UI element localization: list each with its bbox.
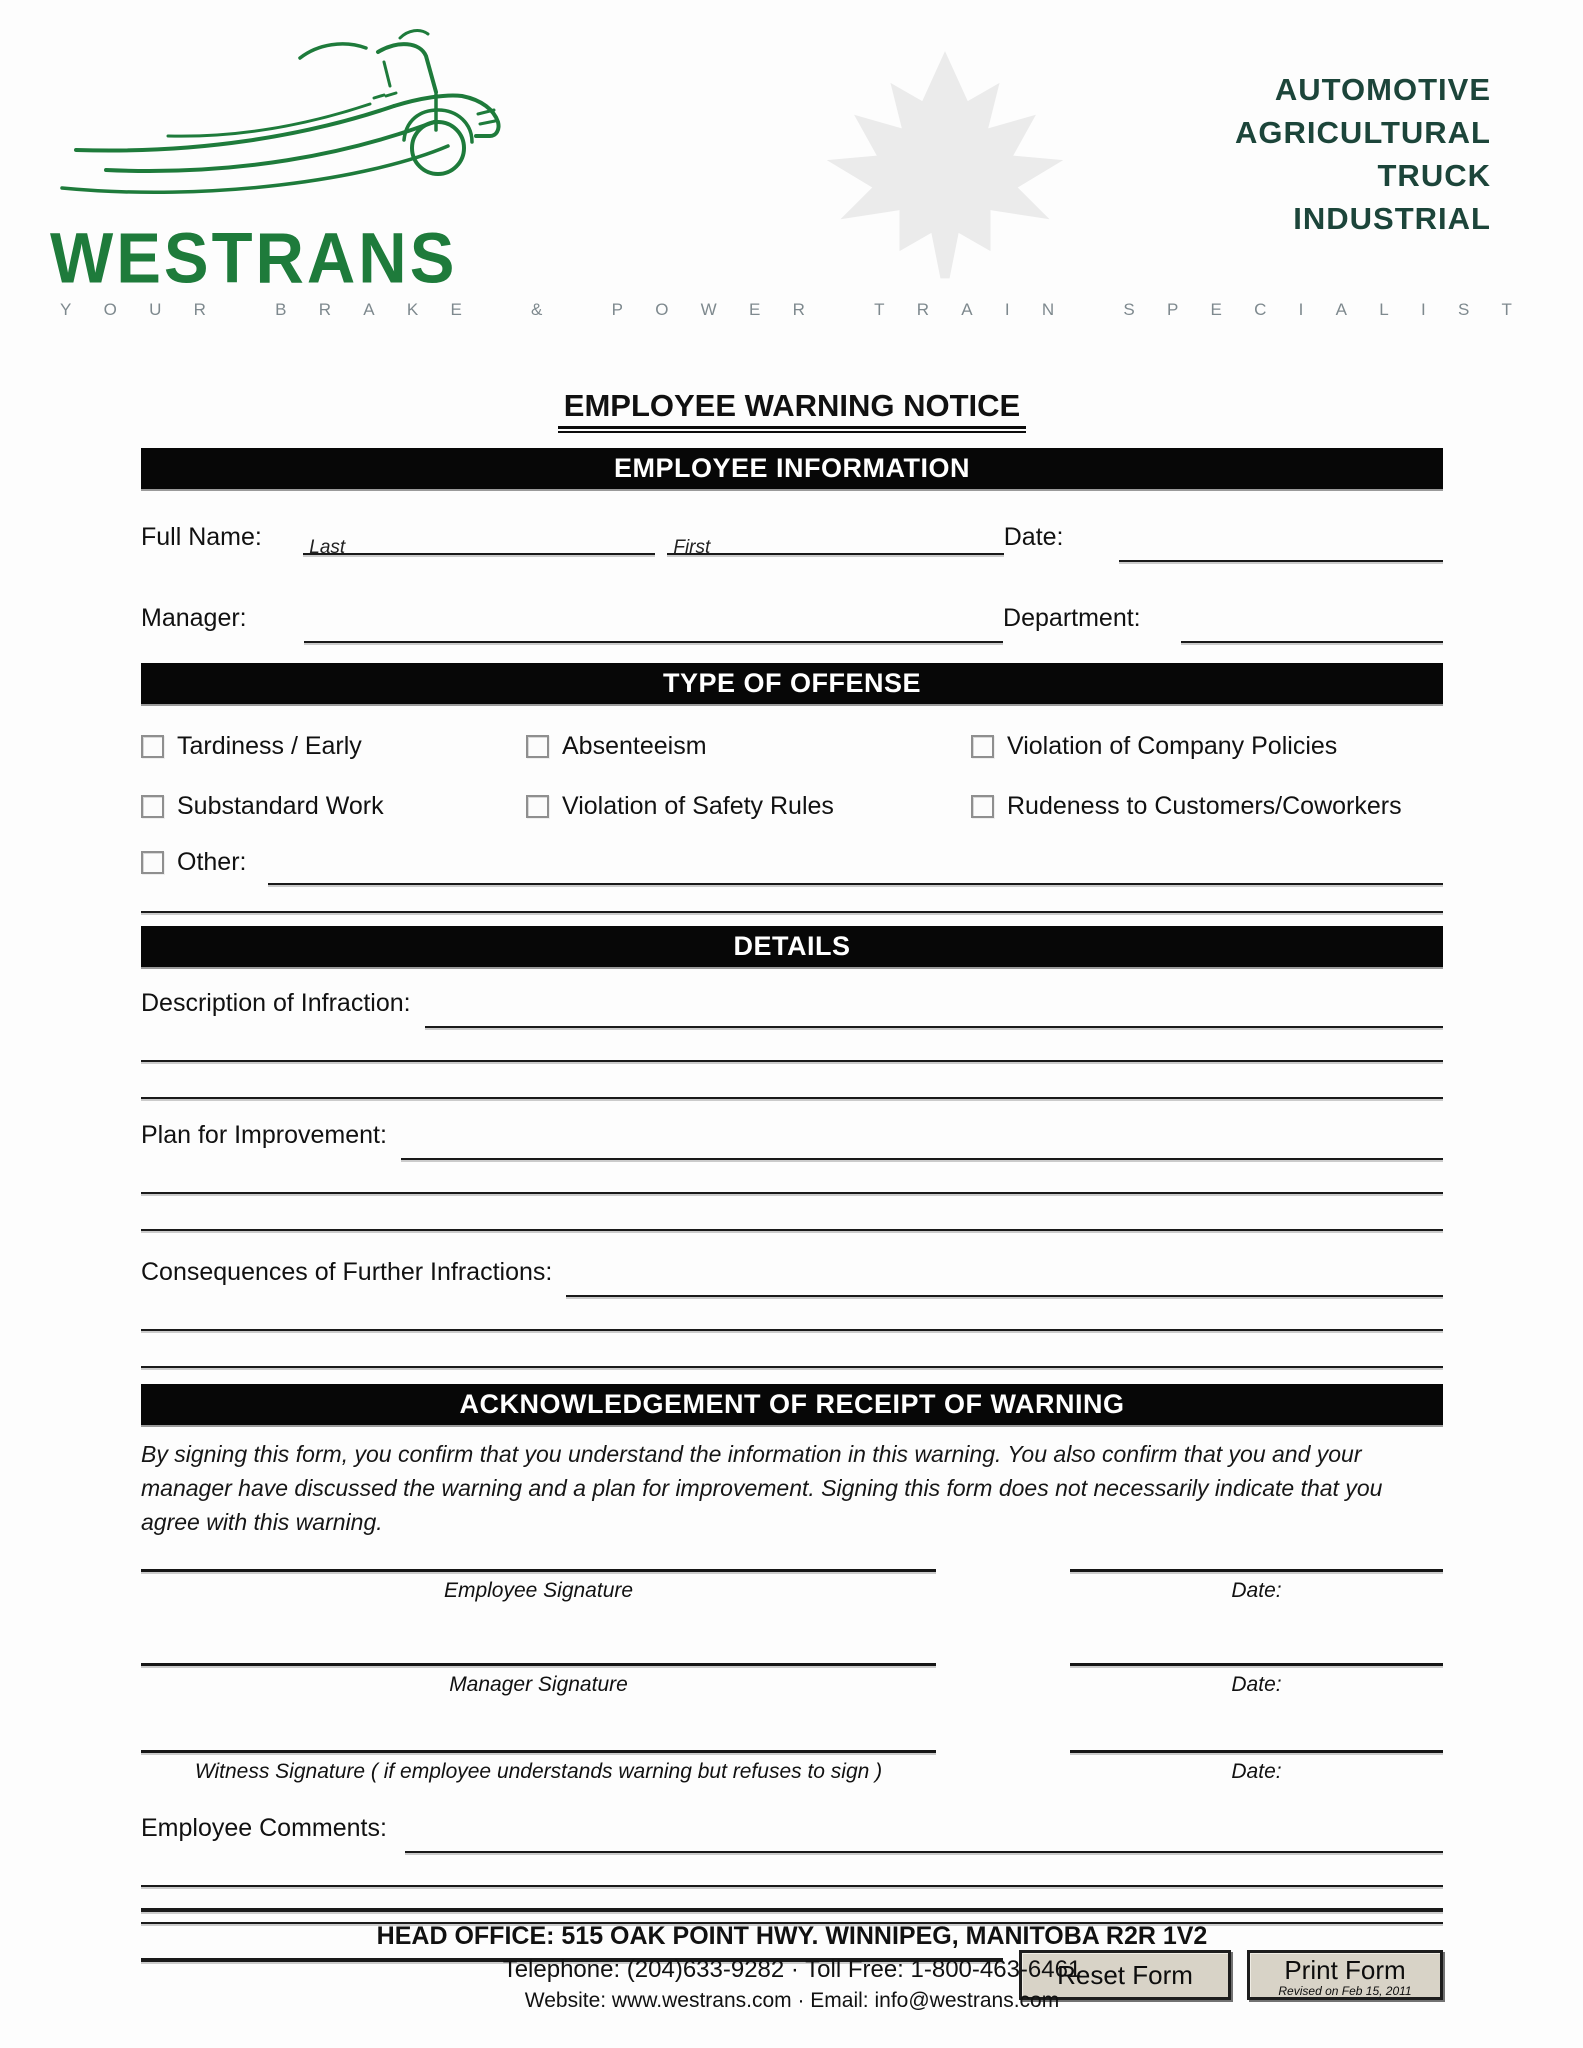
consequences-line-2[interactable] — [141, 1329, 1443, 1331]
option-label: Tardiness / Early — [177, 732, 362, 760]
manager-signature-block — [141, 1663, 1443, 1697]
section-header-details: DETAILS — [141, 926, 1443, 967]
truck-logo-art — [48, 18, 528, 230]
witness-signature-block — [141, 1750, 1443, 1784]
other-continuation-line[interactable] — [141, 911, 1443, 913]
service-truck: TRUCK — [1377, 158, 1491, 193]
employee-comments-field[interactable] — [405, 1851, 1443, 1853]
service-automotive: AUTOMOTIVE — [1274, 72, 1491, 107]
manager-signature-line[interactable] — [141, 1663, 936, 1666]
witness-signature-line[interactable] — [141, 1750, 936, 1753]
acknowledgement-text: By signing this form, you confirm that you understand the information in this warning. You also confirm that you and your manager have discussed the warning and a plan for improvement. Signing this form does not necessarily indicate that you agree with this warning. — [141, 1441, 1383, 1535]
witness-signature-date-label: Date: — [1231, 1760, 1282, 1783]
option-label: Substandard Work — [177, 792, 384, 820]
department-field[interactable] — [1181, 641, 1443, 643]
service-industrial: INDUSTRIAL — [1293, 201, 1491, 236]
reset-form-button[interactable]: Reset Form — [1019, 1950, 1231, 2000]
checkbox-tardiness-early[interactable] — [141, 735, 164, 758]
footer-divider-line — [141, 1908, 1443, 1912]
description-line-2[interactable] — [141, 1060, 1443, 1062]
full-name-last-field[interactable] — [303, 533, 655, 562]
option-violation-company-policies[interactable] — [971, 732, 1443, 761]
employee-signature-line[interactable] — [141, 1569, 936, 1572]
option-rudeness-customers-coworkers[interactable] — [971, 792, 1443, 821]
service-agricultural: AGRICULTURAL — [1235, 115, 1491, 150]
option-absenteeism[interactable] — [526, 732, 971, 761]
employee-signature-date-line[interactable] — [1070, 1569, 1443, 1572]
consequences-row — [141, 1258, 1443, 1287]
other-label: Other: — [177, 848, 247, 876]
checkbox-substandard-work[interactable] — [141, 795, 164, 818]
full-name-first-field[interactable] — [667, 533, 1003, 562]
form-body — [141, 388, 1443, 2000]
revision-note: Revised on Feb 15, 2011 — [1278, 1984, 1412, 1998]
footer — [141, 1908, 1443, 2013]
other-field[interactable] — [268, 883, 1443, 885]
last-hint: Last — [309, 537, 346, 558]
option-label: Rudeness to Customers/Coworkers — [1007, 792, 1402, 820]
full-name-label: Full Name: — [141, 523, 262, 551]
witness-signature-date-line[interactable] — [1070, 1750, 1443, 1753]
department-label: Department: — [1003, 604, 1141, 632]
employee-signature-label: Employee Signature — [443, 1579, 634, 1602]
consequences-line-3[interactable] — [141, 1366, 1443, 1368]
plan-row — [141, 1121, 1443, 1150]
option-tardiness-early[interactable] — [141, 732, 526, 761]
option-label: Violation of Company Policies — [1007, 732, 1338, 760]
plan-line-2[interactable] — [141, 1192, 1443, 1194]
manager-signature-label: Manager Signature — [449, 1673, 628, 1696]
checkbox-rudeness-customers-coworkers[interactable] — [971, 795, 994, 818]
option-label: Violation of Safety Rules — [562, 792, 834, 820]
manager-row — [141, 604, 1443, 633]
checkbox-other[interactable] — [141, 851, 164, 874]
comments-line-2[interactable] — [141, 1885, 1443, 1887]
maple-leaf-watermark — [805, 42, 1085, 292]
option-other[interactable] — [141, 848, 246, 877]
brand-wordmark: WESTRANS — [50, 219, 458, 299]
employee-comments-row — [141, 1814, 1443, 1843]
option-substandard-work[interactable] — [141, 792, 526, 821]
first-hint: First — [673, 537, 711, 558]
consequences-label: Consequences of Further Infractions: — [141, 1258, 553, 1286]
date-label: Date: — [1003, 523, 1064, 551]
witness-signature-label: Witness Signature ( if employee understands warning but refuses to sign ) — [194, 1760, 883, 1783]
services-list — [1235, 68, 1491, 240]
plan-field[interactable] — [401, 1158, 1443, 1160]
date-field[interactable] — [1119, 560, 1444, 562]
checkbox-violation-company-policies[interactable] — [971, 735, 994, 758]
brand-tagline: Y O U R B R A K E & P O W E R T R A I N S P E C I A L I S T — [60, 300, 1512, 319]
plan-label: Plan for Improvement: — [141, 1121, 387, 1149]
description-line-3[interactable] — [141, 1097, 1443, 1099]
description-row — [141, 989, 1443, 1018]
section-header-type-of-offense: TYPE OF OFFENSE — [141, 663, 1443, 704]
option-violation-safety-rules[interactable] — [526, 792, 971, 821]
employee-signature-block — [141, 1569, 1443, 1603]
page-title: EMPLOYEE WARNING NOTICE — [141, 388, 1443, 424]
checkbox-violation-safety-rules[interactable] — [526, 795, 549, 818]
description-label: Description of Infraction: — [141, 989, 411, 1017]
employee-comments-label: Employee Comments: — [141, 1814, 387, 1842]
offense-options — [141, 732, 1443, 821]
footer-address: HEAD OFFICE: 515 OAK POINT HWY. WINNIPEG, MANITOBA R2R 1V2 — [376, 1922, 1208, 1950]
employee-signature-date-label: Date: — [1231, 1579, 1282, 1602]
section-header-acknowledgement: ACKNOWLEDGEMENT OF RECEIPT OF WARNING — [141, 1384, 1443, 1425]
manager-label: Manager: — [141, 604, 247, 632]
section-header-employee-information: EMPLOYEE INFORMATION — [141, 448, 1443, 489]
manager-signature-date-label: Date: — [1231, 1673, 1282, 1696]
footer-phones: Telephone: (204)633-9282 · Toll Free: 1-800-463-6461 — [502, 1956, 1082, 1983]
full-name-row — [141, 523, 1443, 558]
print-form-label: Print Form — [1284, 1955, 1406, 1985]
offense-other-row — [141, 848, 1443, 877]
manager-signature-date-line[interactable] — [1070, 1663, 1443, 1666]
manager-field[interactable] — [304, 641, 1004, 643]
description-field[interactable] — [425, 1026, 1443, 1028]
footer-web-email: Website: www.westrans.com · Email: info@westrans.com — [524, 1989, 1060, 2012]
consequences-field[interactable] — [566, 1295, 1443, 1297]
option-label: Absenteeism — [562, 732, 707, 760]
plan-line-3[interactable] — [141, 1229, 1443, 1231]
checkbox-absenteeism[interactable] — [526, 735, 549, 758]
